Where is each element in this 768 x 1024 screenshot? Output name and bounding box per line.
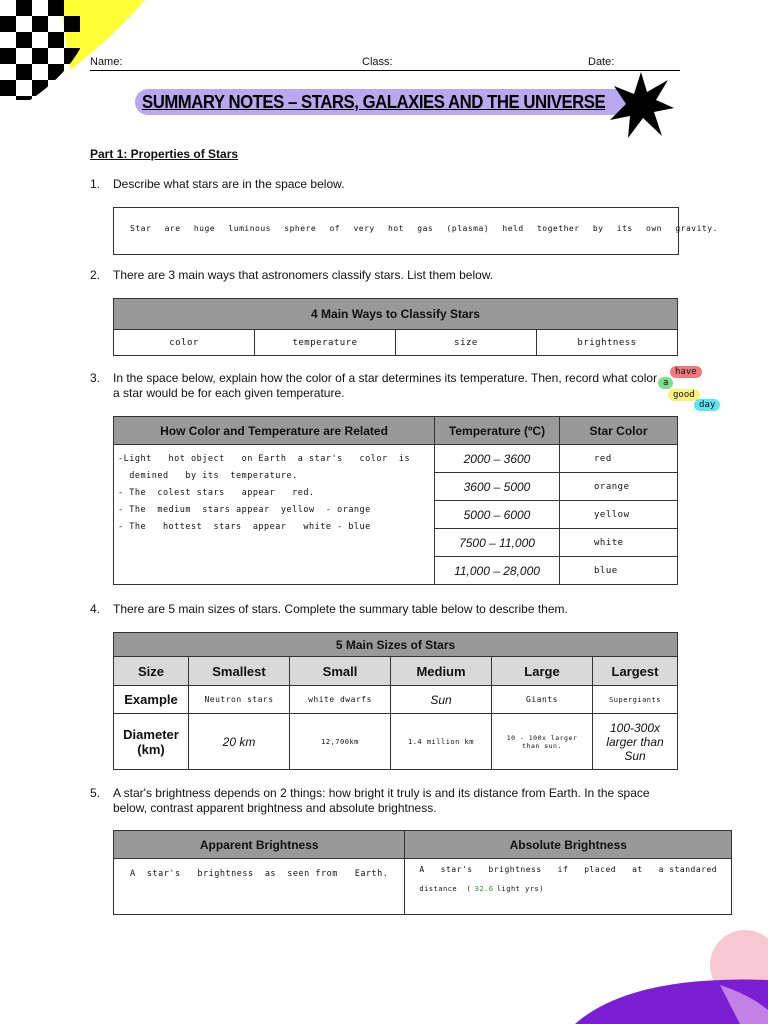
classify-table: [113, 298, 678, 356]
sticker-have: have: [670, 366, 702, 378]
star-burst-icon: [608, 70, 674, 140]
q3-text: In the space below, explain how the color of a star determines its temperature. Then, record what color a star would be for each given temperature.: [113, 371, 658, 400]
explanation-line: - The colest stars appear red.: [118, 488, 315, 498]
explanation-line: - The medium stars appear yellow - orange: [118, 505, 371, 515]
date-label: Date:: [588, 56, 615, 68]
explanation-line: demined by its temperature.: [118, 471, 298, 481]
checkered-pattern: [0, 0, 80, 100]
apparent-cell: [114, 859, 405, 915]
temp-range: 11,000 – 28,000: [435, 557, 560, 585]
star-color: blue: [560, 557, 678, 585]
size-header: Small: [290, 657, 391, 686]
temp-range: 7500 – 11,000: [435, 529, 560, 557]
size-label: Size: [114, 657, 189, 686]
star-color: white: [560, 529, 678, 557]
example-label: Example: [114, 686, 189, 714]
size-header: Largest: [593, 657, 678, 686]
name-label: Name:: [90, 56, 123, 68]
star-color: orange: [560, 473, 678, 501]
col-apparent: Apparent Brightness: [114, 831, 405, 859]
size-header: Medium: [391, 657, 492, 686]
sticker-day: day: [694, 399, 720, 411]
temp-range: 3600 – 5000: [435, 473, 560, 501]
classify-way: color: [114, 330, 255, 356]
brightness-table: [113, 830, 732, 915]
classify-way: size: [396, 330, 537, 356]
size-diameter: 10 - 100x larger than sun.: [492, 714, 593, 770]
size-diameter: 1.4 million km: [391, 714, 492, 770]
relation-explanation: [114, 445, 435, 585]
class-label: Class:: [362, 56, 393, 68]
star-color: yellow: [560, 501, 678, 529]
part1-heading: Part 1: Properties of Stars: [90, 147, 239, 161]
q1-answer: Star are huge luminous sphere of very hot gas (plasma) held together by its own gravity.: [130, 224, 718, 233]
header-line: [90, 70, 680, 71]
sticker-good: good: [668, 389, 700, 401]
diameter-label: Diameter (km): [114, 714, 189, 770]
absolute-cell: [405, 859, 732, 915]
size-diameter: 100-300x larger than Sun: [593, 714, 678, 770]
absolute-distance-number: 32.6: [474, 885, 494, 893]
q4-number: 4.: [90, 602, 101, 616]
star-color: red: [560, 445, 678, 473]
size-example: Giants: [492, 686, 593, 714]
absolute-definition-line1: A star's brightness if placed at a standared: [419, 865, 718, 874]
explanation-line: - The hottest stars appear white - blue: [118, 522, 371, 532]
sizes-table-title: 5 Main Sizes of Stars: [114, 633, 678, 657]
page-title: SUMMARY NOTES – STARS, GALAXIES AND THE UNIVERSE: [142, 92, 606, 112]
q2-text: There are 3 main ways that astronomers classify stars. List them below.: [113, 268, 494, 282]
star-sizes-table: [113, 632, 678, 770]
size-header: Smallest: [189, 657, 290, 686]
size-example: white dwarfs: [290, 686, 391, 714]
q5-number: 5.: [90, 786, 101, 800]
classify-table-title: 4 Main Ways to Classify Stars: [114, 299, 678, 330]
classify-way: temperature: [255, 330, 396, 356]
sticker-a: a: [658, 377, 673, 389]
q1-number: 1.: [90, 177, 101, 191]
absolute-definition-line3: light yrs): [496, 885, 544, 893]
col-star-color: Star Color: [560, 417, 678, 445]
absolute-definition-line2: distance (: [419, 885, 472, 893]
classify-way: brightness: [537, 330, 678, 356]
col-temperature: Temperature (ºC): [435, 417, 560, 445]
col-how-related: How Color and Temperature are Related: [114, 417, 435, 445]
q2-number: 2.: [90, 268, 101, 282]
q1-text: Describe what stars are in the space below.: [113, 177, 345, 191]
q3-number: 3.: [90, 371, 101, 385]
temp-range: 5000 – 6000: [435, 501, 560, 529]
size-example: Neutron stars: [189, 686, 290, 714]
temp-range: 2000 – 3600: [435, 445, 560, 473]
apparent-definition: A star's brightness as seen from Earth.: [130, 869, 389, 879]
size-header: Large: [492, 657, 593, 686]
decorative-blobs: [570, 925, 768, 1024]
color-temperature-table: [113, 416, 678, 585]
q4-text: There are 5 main sizes of stars. Complete the summary table below to describe them.: [113, 602, 568, 616]
size-example: Supergiants: [593, 686, 678, 714]
explanation-line: -Light hot object on Earth a star's color is: [118, 454, 411, 464]
size-diameter: 20 km: [189, 714, 290, 770]
q5-text: A star's brightness depends on 2 things: how bright it truly is and its distance from Earth. In the space below, contrast apparent brightness and absolute brightness.: [113, 786, 650, 815]
size-example: Sun: [391, 686, 492, 714]
col-absolute: Absolute Brightness: [405, 831, 732, 859]
size-diameter: 12,700km: [290, 714, 391, 770]
